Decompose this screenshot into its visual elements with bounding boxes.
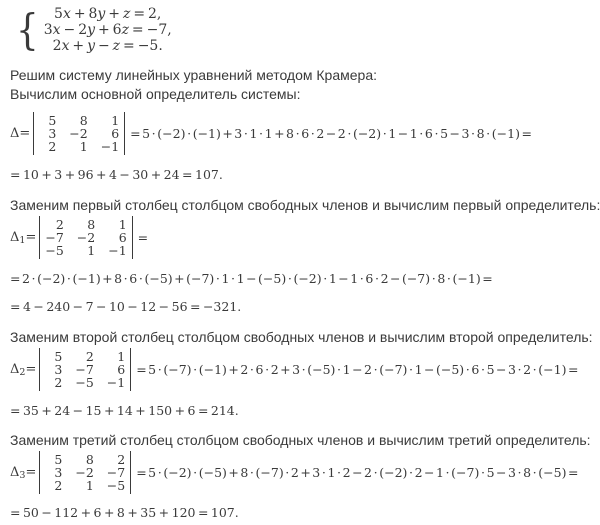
matrix-cell: 2 xyxy=(48,139,57,154)
section-heading-1: Заменим первый столбец столбцом свободных членов и вычислим первый определитель: xyxy=(10,197,600,213)
matrix-cell: 1 xyxy=(87,243,96,258)
det-expansion-main: = 5 ⋅ (−2) ⋅ (−1) + 3 ⋅ 1 ⋅ 1 + 8 ⋅ 6 ⋅ 2 − 2 ⋅ (−2) ⋅ 1 − 1 ⋅ 6 ⋅ 5 − 3 ⋅ 8 ⋅ (−1) = xyxy=(130,126,532,141)
equals-sign: = xyxy=(25,361,37,377)
det-expansion-3: = 5 ⋅ (−2) ⋅ (−5) + 8 ⋅ (−7) ⋅ 2 + 3 ⋅ 1 ⋅ 2 − 2 ⋅ (−2) ⋅ 2 − 1 ⋅ (−7) ⋅ 5 − 3 ⋅ 8 ⋅ (−5) = xyxy=(136,465,579,480)
det-expansion-1: = 2 ⋅ (−2) ⋅ (−1) + 8 ⋅ 6 ⋅ (−5) + (−7) ⋅ 1 ⋅ 1 − (−5) ⋅ (−2) ⋅ 1 − 1 ⋅ 6 ⋅ 2 − (−7) ⋅ 8 ⋅ (−1) = xyxy=(10,271,493,286)
equation-line-3: 2x + y − z = −5. xyxy=(52,38,163,54)
matrix-cell: −2 xyxy=(76,230,96,245)
det-result-main: = 10 + 3 + 96 + 4 − 30 + 24 = 107. xyxy=(10,167,223,182)
matrix-cell: 1 xyxy=(85,478,94,493)
matrix-cell: 3 xyxy=(54,362,63,377)
matrix-cell: −1 xyxy=(108,243,127,258)
delta-symbol: Δ xyxy=(10,464,20,480)
equals-sign: = xyxy=(25,229,37,245)
intro-line-main-determinant: Вычислим основной определитель системы: xyxy=(10,86,301,102)
matrix-cell: 1 xyxy=(79,139,88,154)
section-heading-2: Заменим второй столбец столбцом свободных членов и вычислим второй определитель: xyxy=(10,329,593,345)
section-heading-3: Заменим третий столбец столбцом свободных членов и вычислим третий определитель: xyxy=(10,432,591,448)
delta-symbol: Δ xyxy=(10,361,20,377)
matrix-cell: −1 xyxy=(100,139,120,154)
det-subscript: 3 xyxy=(19,469,26,481)
det-result-1: = 4 − 240 − 7 − 10 − 12 − 56 = −321. xyxy=(10,299,242,314)
equals-sign: = xyxy=(19,125,31,141)
det-result-2: = 35 + 24 − 15 + 14 + 150 + 6 = 214. xyxy=(10,403,239,418)
matrix-cell: 8 xyxy=(87,217,96,232)
matrix-cell: −2 xyxy=(75,465,94,480)
determinant-matrix-2 xyxy=(39,348,131,391)
matrix-cell: −2 xyxy=(69,126,88,141)
matrix-cell: −7 xyxy=(45,230,64,245)
matrix-cell: 6 xyxy=(111,126,120,141)
determinant-matrix-1 xyxy=(39,216,132,259)
matrix-cell: −5 xyxy=(45,243,64,258)
det-label-1 xyxy=(10,230,36,246)
equation-line-2: 3x − 2y + 6z = −7, xyxy=(43,22,172,38)
determinant-row-2 xyxy=(10,348,600,391)
intro-line-method: Решим систему линейных уравнений методом Крамера: xyxy=(10,67,378,83)
matrix-cell: 1 xyxy=(118,217,127,232)
matrix-cell: 2 xyxy=(54,478,63,493)
matrix-cell: −5 xyxy=(106,478,126,493)
matrix-cell: 5 xyxy=(54,349,63,364)
delta-symbol: Δ xyxy=(10,229,20,245)
matrix-cell: 8 xyxy=(85,452,94,467)
det-subscript: 2 xyxy=(19,366,26,378)
matrix-cell: 1 xyxy=(111,113,120,128)
matrix-cell: 3 xyxy=(48,126,57,141)
matrix-cell: −5 xyxy=(75,375,94,390)
matrix-cell: 2 xyxy=(85,349,94,364)
det-expansion-2: = 5 ⋅ (−7) ⋅ (−1) + 2 ⋅ 6 ⋅ 2 + 3 ⋅ (−5) ⋅ 1 − 2 ⋅ (−7) ⋅ 1 − (−5) ⋅ 6 ⋅ 5 − 3 ⋅ 2 ⋅ (−1) = xyxy=(136,362,579,377)
det-result-3: = 50 − 112 + 6 + 8 + 35 + 120 = 107. xyxy=(10,505,239,520)
matrix-cell: 2 xyxy=(117,452,126,467)
system-brace: { xyxy=(16,5,39,54)
intro-paragraph xyxy=(10,66,600,104)
matrix-cell: 8 xyxy=(79,113,88,128)
matrix-cell: 3 xyxy=(54,465,63,480)
delta-symbol: Δ xyxy=(10,125,20,141)
matrix-cell: −7 xyxy=(75,362,94,377)
equation-list xyxy=(44,6,172,54)
matrix-cell: 6 xyxy=(118,230,127,245)
matrix-cell: 6 xyxy=(117,362,126,377)
matrix-cell: 2 xyxy=(55,217,64,232)
matrix-cell: 5 xyxy=(48,113,57,128)
determinant-matrix-3 xyxy=(39,451,131,494)
determinant-matrix-main xyxy=(33,112,125,155)
equals-sign: = xyxy=(25,464,37,480)
matrix-cell: 5 xyxy=(54,452,63,467)
det-subscript: 1 xyxy=(19,234,26,246)
det-label-2 xyxy=(10,362,36,378)
determinant-row-main xyxy=(10,112,600,155)
det-label-3 xyxy=(10,465,36,481)
matrix-cell: −7 xyxy=(106,465,126,480)
equation-system xyxy=(14,6,600,54)
determinant-row-1 xyxy=(10,216,600,259)
equation-line-1: 5x + 8y + z = 2, xyxy=(54,6,162,22)
matrix-cell: −1 xyxy=(106,375,126,390)
det-equals-after-matrix-1: = xyxy=(137,230,149,245)
matrix-cell: 1 xyxy=(117,349,126,364)
matrix-cell: 2 xyxy=(54,375,63,390)
det-label-main xyxy=(10,126,30,142)
determinant-row-3 xyxy=(10,451,600,494)
